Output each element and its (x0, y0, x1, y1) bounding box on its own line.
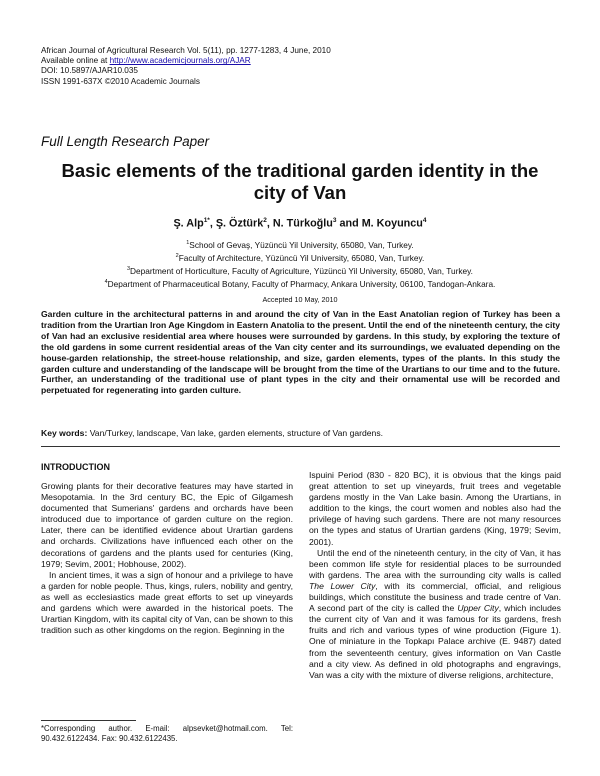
paragraph: Growing plants for their decorative features may have started in Mesopotamia. In the 3rd century BC, the Epic of Gilgamesh documented that Sumerians' gardens and orchards have been introduced due to importance of garden culture on the region. Later, there can be identified evidence about Urartian gardens and orchards. Civilizations have influenced each other on the decorations of gardens and the plants used for centuries (King, 1979; Sevim, 2001; Hobhouse, 2002). (41, 481, 293, 569)
paragraph: In ancient times, it was a sign of honour and a privilege to have a garden for noble people. Thus, kings, rulers, nobility and gentry, as well as ecclesiastics made great efforts to set up vineyards and gardens which were awarded in the historical poets. The Urartian Kingdom, with its capital city of Van, can be shown to this tradition such as other kingdoms on the region. Beginning in the (41, 569, 293, 636)
paragraph: Until the end of the nineteenth century, in the city of Van, it has been common life style for residential places to be surrounded with gardens. The area with the surrounding city walls is called The Lower City, with its commercial, official, and religious buildings, which constitute the business and trade centre of Van. A second part of the city is called the Upper City, which includes the current city of Van and it was famous for its gardens, fresh fruits and rich and various types of wine production (Figure 1). One of miniature in the Topkapı Palace archive (E. 9487) dated from the seventeenth century, gives information on Van Castle and a city view. As defined in old photographs and engravings, Van was a city with the mixture of diverse religions, architecture, (309, 547, 562, 680)
right-column (309, 470, 561, 681)
journal-citation: African Journal of Agricultural Research Vol. 5(11), pp. 1277-1283, 4 June, 2010 (41, 46, 331, 55)
paper-title: Basic elements of the traditional garden identity in the city of Van (61, 160, 539, 203)
author-name: Ş. Öztürk (215, 217, 264, 230)
affiliation: $^2$Faculty of Architecture, Yüzüncü Yil University, 65080, Van, Turkey. (175, 252, 425, 263)
author-name: M. Koyuncu (361, 217, 423, 230)
footnote-divider (41, 720, 136, 721)
author-name: Ş. Alp (173, 217, 204, 230)
article-type: Full Length Research Paper (41, 134, 210, 149)
issn-line: ISSN 1991-637X ©2010 Academic Journals (41, 76, 200, 86)
affiliations (40, 238, 560, 290)
affiliation: $^4$Department of Pharmaceutical Botany, Faculty of Pharmacy, Ankara University, 06100, Tandogan-Ankara. (104, 278, 496, 289)
left-column (41, 481, 293, 636)
abstract: Garden culture in the architectural patterns in and around the city of Van in the East Anatolian region of Turkey has been a tradition from the Urartian Iron Age Kingdom in Eastern Anatolia to the present. Until the end of the nineteenth century, the city of Van had an exclusive residential area where houses were surrounded by gardens. In this study, by exploring the texture of the old gardens in some current residential areas of the Van city center and its surroundings, we evaluated depending on the house-garden relationship, the street-house relationship, and size, garden elements, types of the plants. In this study the garden culture and understanding of the landscape will be brought from the time of the Urartians to our time and to the future. Further, an understanding of the traditional use of plant types in the city and their ornamental use will be recorded and perpetuated for regenerating into garden culture. (41, 309, 560, 396)
section-heading: INTRODUCTION (41, 462, 110, 472)
keywords-text: Van/Turkey, landscape, Van lake, garden elements, structure of Van gardens. (89, 428, 384, 438)
doi-line: DOI: 10.5897/AJAR10.035 (41, 66, 138, 76)
affiliation: $^3$Department of Horticulture, Faculty of Agriculture, Yüzüncü Yil University, 65080, Van, Turkey. (126, 265, 473, 276)
journal-link[interactable]: http://www.academicjournals.org/AJAR (109, 56, 251, 66)
affiliation: $^1$School of Gevaş, Yüzüncü Yil University, 65080, Van, Turkey. (186, 239, 414, 250)
journal-header (41, 46, 331, 87)
author-list: Ş. Alp$^{1*}$, Ş. Öztürk$^2$, N. Türkoğlu$^3$ and M. Koyuncu$^4$ (173, 217, 427, 230)
divider (41, 446, 560, 447)
accepted-date: Accepted 10 May, 2010 (262, 295, 338, 304)
keywords-label: Key words: (41, 428, 88, 438)
paragraph: Ispuini Period (830 - 820 BC), it is obvious that the kings paid great attention to set up vineyards, fruit trees and vegetable gardens mostly in the Van Lake basin. Among the Urartians, in addition to the kings, the court women and nobles also had the privilege of having such gardens. There are not many resources on the types and status of Urartian gardens (King, 1979; Sevim, 2001). (309, 470, 561, 547)
keywords (41, 428, 560, 438)
author-name: N. Türkoğlu (272, 217, 333, 230)
availability-line: Available online at http://www.academicjournals.org/AJAR (41, 56, 251, 66)
footnote: *Corresponding author. E-mail: alpsevket@hotmail.com. Tel: 90.432.6122434. Fax: 90.432.6122435. (41, 724, 293, 744)
